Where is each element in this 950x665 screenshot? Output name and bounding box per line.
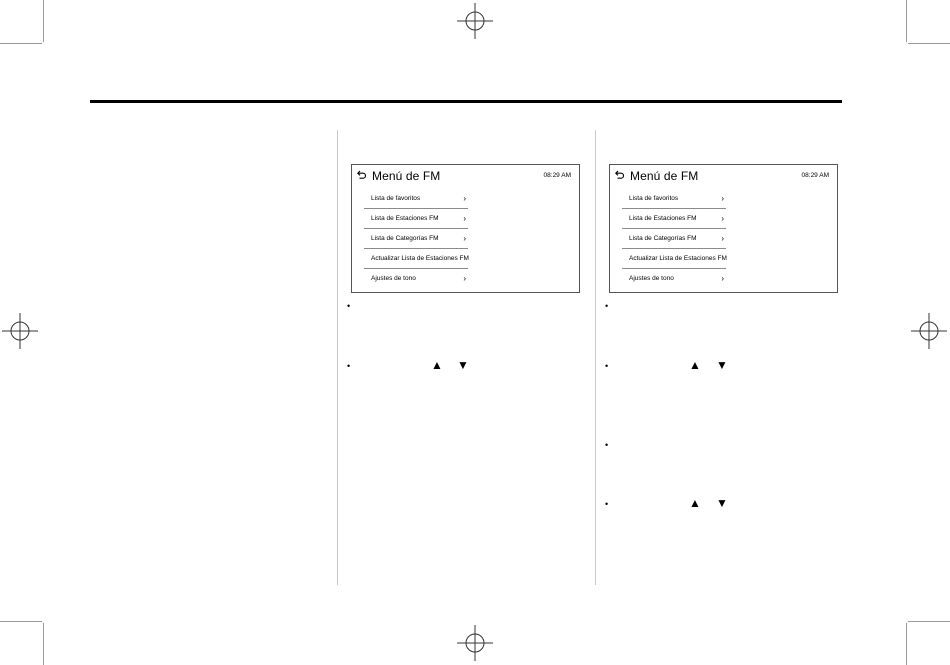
back-arrow-icon[interactable] <box>615 170 625 180</box>
menu-item-category-list[interactable] <box>364 229 468 249</box>
fm-menu-screen <box>609 164 838 293</box>
crop-mark <box>0 621 42 622</box>
list-bullet: • <box>605 499 609 509</box>
menu-item-favorites[interactable] <box>622 189 726 209</box>
menu-item-label: Lista de Categorías FM <box>629 235 697 242</box>
up-arrow-icon: ▲ <box>689 496 701 510</box>
menu-item-update-station-list[interactable] <box>622 249 726 269</box>
column-divider <box>595 130 596 585</box>
menu-item-label: Lista de favoritos <box>371 195 421 202</box>
screen-title: Menú de FM <box>372 169 441 183</box>
fm-menu-screen <box>351 164 580 293</box>
list-bullet: • <box>605 361 609 371</box>
screen-title: Menú de FM <box>630 169 699 183</box>
down-arrow-icon: ▼ <box>716 358 728 372</box>
menu-item-label: Ajustes de tono <box>629 275 674 282</box>
header-rule <box>90 100 842 103</box>
crop-mark <box>906 0 907 42</box>
column-divider <box>337 130 338 585</box>
chevron-right-icon: › <box>721 234 724 243</box>
menu-item-tone-settings[interactable] <box>622 269 726 289</box>
list-bullet: • <box>347 301 351 311</box>
up-arrow-icon: ▲ <box>689 358 701 372</box>
clock: 08:29 AM <box>543 172 571 179</box>
menu-item-station-list[interactable] <box>364 209 468 229</box>
chevron-right-icon: › <box>463 274 466 283</box>
menu-item-tone-settings[interactable] <box>364 269 468 289</box>
down-arrow-icon: ▼ <box>716 496 728 510</box>
menu-item-favorites[interactable] <box>364 189 468 209</box>
menu-item-label: Ajustes de tono <box>371 275 416 282</box>
crop-mark <box>0 43 42 44</box>
registration-mark-icon <box>2 313 38 349</box>
menu-item-label: Lista de favoritos <box>629 195 679 202</box>
chevron-right-icon: › <box>463 194 466 203</box>
menu-item-label: Actualizar Lista de Estaciones FM <box>629 255 727 262</box>
menu-item-station-list[interactable] <box>622 209 726 229</box>
back-arrow-icon[interactable] <box>357 170 367 180</box>
registration-mark-icon <box>457 3 493 39</box>
registration-mark-icon <box>457 625 493 661</box>
chevron-right-icon: › <box>463 214 466 223</box>
chevron-right-icon: › <box>463 234 466 243</box>
menu-item-update-station-list[interactable] <box>364 249 468 269</box>
down-arrow-icon: ▼ <box>457 358 469 372</box>
menu-item-label: Actualizar Lista de Estaciones FM <box>371 255 469 262</box>
menu-item-label: Lista de Estaciones FM <box>371 215 439 222</box>
menu-item-label: Lista de Categorías FM <box>371 235 439 242</box>
chevron-right-icon: › <box>721 194 724 203</box>
chevron-right-icon: › <box>721 214 724 223</box>
crop-mark <box>43 623 44 665</box>
up-arrow-icon: ▲ <box>431 358 443 372</box>
crop-mark <box>906 623 907 665</box>
list-bullet: • <box>605 440 609 450</box>
menu-item-label: Lista de Estaciones FM <box>629 215 697 222</box>
crop-mark <box>43 0 44 42</box>
clock: 08:29 AM <box>801 172 829 179</box>
crop-mark <box>908 43 950 44</box>
crop-mark <box>908 621 950 622</box>
registration-mark-icon <box>911 313 947 349</box>
chevron-right-icon: › <box>721 274 724 283</box>
list-bullet: • <box>605 301 609 311</box>
list-bullet: • <box>347 361 351 371</box>
menu-item-category-list[interactable] <box>622 229 726 249</box>
